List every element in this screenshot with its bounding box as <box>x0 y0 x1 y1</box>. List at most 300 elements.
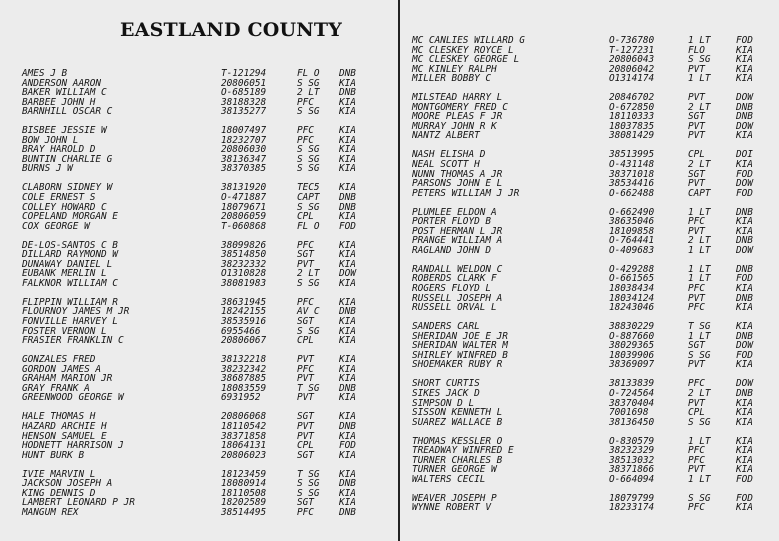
status-code: KIA <box>736 73 753 85</box>
status-code: DOW <box>736 340 753 352</box>
serial-number: 18243046 <box>609 302 655 314</box>
soldier-name: FALKNOR WILLIAM C <box>22 277 118 289</box>
soldier-name: TREADWAY WINFRED E <box>412 445 514 457</box>
soldier-name: COPELAND MORGAN E <box>22 211 118 223</box>
roster-row <box>412 189 774 199</box>
serial-number: 38133839 <box>609 378 655 390</box>
soldier-name: BURNS J W <box>22 163 73 175</box>
rank: PFC <box>688 502 705 514</box>
soldier-name: BAKER WILLIAM C <box>22 87 107 99</box>
serial-number: 38534416 <box>609 178 655 190</box>
rank: CAPT <box>297 192 320 204</box>
rank: PVT <box>688 92 705 104</box>
serial-number: 7001698 <box>609 407 649 419</box>
serial-number: 38370404 <box>609 397 655 409</box>
soldier-name: GRAY FRANK A <box>22 382 90 394</box>
status-code: KIA <box>736 44 753 56</box>
rank: PFC <box>688 216 705 228</box>
soldier-name: SIMPSON D L <box>412 397 475 409</box>
status-code: DNB <box>736 330 753 342</box>
status-code: DOW <box>736 120 753 132</box>
serial-number: O-431148 <box>609 159 655 171</box>
rank: SGT <box>297 316 314 328</box>
soldier-name: IVIE MARVIN L <box>22 468 96 480</box>
rank: PFC <box>297 296 314 308</box>
status-code: KIA <box>339 182 356 194</box>
status-code: DNB <box>339 382 356 394</box>
status-code: DNB <box>736 292 753 304</box>
serial-number: O-471887 <box>221 192 267 204</box>
rank: SGT <box>297 411 314 423</box>
status-code: KIA <box>736 225 753 237</box>
soldier-name: RANDALL WELDON C <box>412 263 503 275</box>
status-code: DNB <box>339 87 356 99</box>
status-code: DNB <box>339 192 356 204</box>
soldier-name: MOORE PLEAS F JR <box>412 111 503 123</box>
rank: PVT <box>297 373 314 385</box>
rank: 1 LT <box>688 435 711 447</box>
rank: T SG <box>297 382 320 394</box>
status-code: KIA <box>339 211 356 223</box>
serial-number: 18242155 <box>221 306 267 318</box>
soldier-name: ROGERS FLOYD L <box>412 283 492 295</box>
soldier-name: NASH ELISHA D <box>412 149 486 161</box>
rank: PFC <box>688 445 705 457</box>
soldier-name: PORTER FLOYD B <box>412 216 492 228</box>
status-code: FOD <box>736 35 753 46</box>
left-roster <box>22 69 394 527</box>
rank: PVT <box>297 392 314 404</box>
rank: PVT <box>297 430 314 442</box>
rank: SGT <box>688 168 705 180</box>
soldier-name: TURNER GEORGE W <box>412 464 497 476</box>
serial-number: O-661565 <box>609 273 655 285</box>
rank: 2 LT <box>688 387 711 399</box>
status-code: KIA <box>339 163 356 175</box>
serial-number: 38631945 <box>221 296 267 308</box>
rank: 1 LT <box>688 473 711 485</box>
soldier-name: WEAVER JOSEPH P <box>412 492 497 504</box>
status-code: KIA <box>339 411 356 423</box>
rank: PVT <box>688 63 705 75</box>
status-code: FOD <box>736 492 753 504</box>
roster-group <box>22 126 394 174</box>
serial-number: 18123459 <box>221 468 267 480</box>
roster-row <box>412 418 774 428</box>
serial-number: 38371866 <box>609 464 655 476</box>
serial-number: 18233174 <box>609 502 655 514</box>
roster-group <box>22 183 394 231</box>
soldier-name: GONZALES FRED <box>22 354 96 366</box>
serial-number: 18079671 <box>221 201 267 213</box>
rank: CAPT <box>688 187 711 199</box>
soldier-name: BARBEE JOHN H <box>22 96 96 108</box>
serial-number: 38514850 <box>221 249 267 261</box>
rank: S SG <box>297 77 320 89</box>
rank: PFC <box>297 96 314 108</box>
rank: CPL <box>688 149 705 161</box>
rank: CPL <box>688 407 705 419</box>
roster-group <box>22 241 394 289</box>
right-roster <box>412 36 774 522</box>
status-code: DNB <box>736 235 753 247</box>
soldier-name: PRANGE WILLIAM A <box>412 235 503 247</box>
rank: 2 LT <box>688 101 711 113</box>
serial-number: 18079799 <box>609 492 655 504</box>
rank: S SG <box>297 153 320 165</box>
status-code: KIA <box>736 321 753 333</box>
soldier-name: GORDON JAMES A <box>22 363 102 375</box>
rank: S SG <box>297 325 320 337</box>
rank: PFC <box>297 125 314 137</box>
rank: PVT <box>688 130 705 142</box>
status-code: DNB <box>736 101 753 113</box>
serial-number: O-409683 <box>609 244 655 256</box>
soldier-name: AMES J B <box>22 68 68 79</box>
rank: AV C <box>297 306 320 318</box>
rank: CPL <box>297 211 314 223</box>
serial-number: O-662488 <box>609 187 655 199</box>
soldier-name: BRAY HAROLD D <box>22 144 96 156</box>
rank: CPL <box>297 335 314 347</box>
soldier-name: ROBERDS CLARK F <box>412 273 497 285</box>
serial-number: 38099826 <box>221 239 267 251</box>
soldier-name: PARSONS JOHN E L <box>412 178 503 190</box>
roster-row <box>412 74 774 84</box>
serial-number: 18110508 <box>221 487 267 499</box>
status-code: KIA <box>339 106 356 118</box>
rank: T SG <box>297 468 320 480</box>
rank: S SG <box>297 478 320 490</box>
roster-group <box>22 298 394 346</box>
status-code: FOD <box>736 349 753 361</box>
serial-number: 38136450 <box>609 416 655 428</box>
status-code: KIA <box>339 468 356 480</box>
status-code: KIA <box>339 335 356 347</box>
status-code: KIA <box>339 96 356 108</box>
serial-number: 38687885 <box>221 373 267 385</box>
status-code: KIA <box>736 502 753 514</box>
serial-number: 38830229 <box>609 321 655 333</box>
status-code: DOW <box>736 378 753 390</box>
serial-number: 20806042 <box>609 63 655 75</box>
rank: 2 LT <box>688 235 711 247</box>
soldier-name: COLE ERNEST S <box>22 192 96 204</box>
rank: S SG <box>297 277 320 289</box>
soldier-name: MURRAY JOHN R K <box>412 120 497 132</box>
serial-number: 20806068 <box>221 411 267 423</box>
soldier-name: SHIRLEY WINFRED B <box>412 349 508 361</box>
status-code: DNB <box>339 506 356 518</box>
status-code: DNB <box>736 111 753 123</box>
status-code: DOW <box>736 178 753 190</box>
rank: CPL <box>297 440 314 452</box>
rank: 1 LT <box>688 244 711 256</box>
rank: S SG <box>688 349 711 361</box>
serial-number: 18064131 <box>221 440 267 452</box>
soldier-name: ANDERSON AARON <box>22 77 102 89</box>
status-code: KIA <box>736 445 753 457</box>
serial-number: 6955466 <box>221 325 261 337</box>
status-code: FOD <box>339 440 356 452</box>
status-code: DNB <box>339 478 356 490</box>
roster-group <box>22 69 394 117</box>
soldier-name: FLIPPIN WILLIAM R <box>22 296 118 308</box>
rank: PVT <box>688 225 705 237</box>
serial-number: O-662490 <box>609 206 655 218</box>
roster-group <box>22 412 394 460</box>
serial-number: 18202589 <box>221 497 267 509</box>
soldier-name: FOSTER VERNON L <box>22 325 107 337</box>
serial-number: 38232342 <box>221 363 267 375</box>
serial-number: 18083559 <box>221 382 267 394</box>
status-code: KIA <box>736 407 753 419</box>
serial-number: 38513032 <box>609 454 655 466</box>
soldier-name: CLABORN SIDNEY W <box>22 182 113 194</box>
rank: S SG <box>297 201 320 213</box>
soldier-name: HAZARD ARCHIE H <box>22 420 107 432</box>
rank: PFC <box>688 454 705 466</box>
rank: 1 LT <box>688 263 711 275</box>
rank: PVT <box>297 258 314 270</box>
rank: 2 LT <box>297 268 320 280</box>
roster-group <box>412 379 774 427</box>
serial-number: 20806067 <box>221 335 267 347</box>
roster-row <box>412 360 774 370</box>
rank: PVT <box>297 354 314 366</box>
serial-number: 38513995 <box>609 149 655 161</box>
rank: PVT <box>688 120 705 132</box>
status-code: KIA <box>736 359 753 371</box>
serial-number: 38131920 <box>221 182 267 194</box>
soldier-name: MANGUM REX <box>22 506 79 518</box>
status-code: DNB <box>736 206 753 218</box>
rank: SGT <box>297 497 314 509</box>
soldier-name: SHERIDAN JOE E JR <box>412 330 508 342</box>
serial-number: 38371858 <box>221 430 267 442</box>
rank: FL O <box>297 220 320 232</box>
status-code: KIA <box>736 216 753 228</box>
serial-number: 20806023 <box>221 449 267 461</box>
soldier-name: GREENWOOD GEORGE W <box>22 392 124 404</box>
status-code: KIA <box>736 63 753 75</box>
soldier-name: HUNT BURK B <box>22 449 85 461</box>
serial-number: 38232332 <box>221 258 267 270</box>
status-code: FOD <box>736 473 753 485</box>
soldier-name: BOW JOHN L <box>22 134 79 146</box>
soldier-name: WYNNE ROBERT V <box>412 502 492 514</box>
serial-number: 18034124 <box>609 292 655 304</box>
status-code: KIA <box>339 239 356 251</box>
rank: PFC <box>297 134 314 146</box>
rank: PVT <box>297 420 314 432</box>
status-code: FOD <box>736 187 753 199</box>
serial-number: O-736780 <box>609 35 655 46</box>
soldier-name: MC CANLIES WILLARD G <box>412 35 525 46</box>
status-code: DNB <box>339 68 356 79</box>
roster-row <box>22 451 394 461</box>
serial-number: O-685189 <box>221 87 267 99</box>
soldier-name: HODNETT HARRISON J <box>22 440 124 452</box>
status-code: DOW <box>736 92 753 104</box>
soldier-name: MC CLESKEY ROYCE L <box>412 44 514 56</box>
serial-number: 38369097 <box>609 359 655 371</box>
rank: T SG <box>688 321 711 333</box>
rank: 1 LT <box>688 330 711 342</box>
serial-number: 20806043 <box>609 54 655 66</box>
soldier-name: THOMAS KESSLER O <box>412 435 503 447</box>
soldier-name: HALE THOMAS H <box>22 411 96 423</box>
serial-number: O1310828 <box>221 268 267 280</box>
status-code: KIA <box>339 487 356 499</box>
soldier-name: LAMBERT LEONARD P JR <box>22 497 135 509</box>
status-code: KIA <box>339 363 356 375</box>
soldier-name: PETERS WILLIAM J JR <box>412 187 520 199</box>
serial-number: 38535916 <box>221 316 267 328</box>
rank: SGT <box>688 340 705 352</box>
soldier-name: SHERIDAN WALTER M <box>412 340 508 352</box>
soldier-name: FRASIER FRANKLIN C <box>22 335 124 347</box>
status-code: KIA <box>339 277 356 289</box>
serial-number: 38371018 <box>609 168 655 180</box>
roster-group <box>412 494 774 513</box>
rank: S SG <box>688 416 711 428</box>
status-code: KIA <box>339 497 356 509</box>
serial-number: O1314174 <box>609 73 655 85</box>
status-code: KIA <box>339 449 356 461</box>
soldier-name: MC CLESKEY GEORGE L <box>412 54 520 66</box>
column-divider <box>398 0 400 541</box>
status-code: KIA <box>736 54 753 66</box>
soldier-name: SHOEMAKER RUBY R <box>412 359 503 371</box>
status-code: KIA <box>736 454 753 466</box>
serial-number: 38370385 <box>221 163 267 175</box>
status-code: KIA <box>736 464 753 476</box>
roster-group <box>412 36 774 84</box>
serial-number: 18038434 <box>609 283 655 295</box>
serial-number: 38514495 <box>221 506 267 518</box>
roster-group <box>412 437 774 485</box>
roster-row <box>22 279 394 289</box>
soldier-name: RUSSELL JOSEPH A <box>412 292 503 304</box>
soldier-name: RUSSELL ORVAL L <box>412 302 497 314</box>
serial-number: 18110333 <box>609 111 655 123</box>
serial-number: 38135277 <box>221 106 267 118</box>
status-code: DNB <box>736 387 753 399</box>
soldier-name: HENSON SAMUEL E <box>22 430 107 442</box>
status-code: KIA <box>339 134 356 146</box>
serial-number: 20846702 <box>609 92 655 104</box>
status-code: FOD <box>736 168 753 180</box>
soldier-name: EUBANK MERLIN L <box>22 268 107 280</box>
status-code: KIA <box>736 283 753 295</box>
soldier-name: BISBEE JESSIE W <box>22 125 107 137</box>
rank: FL O <box>297 68 320 79</box>
soldier-name: BUNTIN CHARLIE G <box>22 153 113 165</box>
serial-number: 18080914 <box>221 478 267 490</box>
serial-number: O-724564 <box>609 387 655 399</box>
rank: S SG <box>688 492 711 504</box>
status-code: DOI <box>736 149 753 161</box>
rank: 1 LT <box>688 73 711 85</box>
rank: PFC <box>297 363 314 375</box>
serial-number: 18110542 <box>221 420 267 432</box>
serial-number: 18039906 <box>609 349 655 361</box>
status-code: DOW <box>736 244 753 256</box>
status-code: KIA <box>339 373 356 385</box>
soldier-name: PLUMLEE ELDON A <box>412 206 497 218</box>
roster-row <box>22 164 394 174</box>
roster-row <box>22 222 394 232</box>
roster-row <box>22 508 394 518</box>
soldier-name: SIKES JACK D <box>412 387 480 399</box>
soldier-name: WALTERS CECIL <box>412 473 486 485</box>
status-code: KIA <box>339 125 356 137</box>
status-code: KIA <box>736 435 753 447</box>
rank: TEC5 <box>297 182 320 194</box>
roster-group <box>22 355 394 403</box>
soldier-name: TURNER CHARLES B <box>412 454 503 466</box>
rank: 1 LT <box>688 206 711 218</box>
serial-number: 6931952 <box>221 392 261 404</box>
serial-number: O-429288 <box>609 263 655 275</box>
status-code: KIA <box>736 416 753 428</box>
status-code: KIA <box>339 325 356 337</box>
soldier-name: SHORT CURTIS <box>412 378 480 390</box>
rank: FLO <box>688 44 705 56</box>
soldier-name: DE-LOS-SANTOS C B <box>22 239 118 251</box>
soldier-name: BARNHILL OSCAR C <box>22 106 113 118</box>
soldier-name: DUNAWAY DANIEL L <box>22 258 113 270</box>
status-code: KIA <box>339 153 356 165</box>
status-code: KIA <box>339 249 356 261</box>
rank: S SG <box>688 54 711 66</box>
soldier-name: NEAL SCOTT H <box>412 159 480 171</box>
serial-number: 20806051 <box>221 77 267 89</box>
serial-number: T-060868 <box>221 220 267 232</box>
serial-number: O-672850 <box>609 101 655 113</box>
serial-number: 38081983 <box>221 277 267 289</box>
soldier-name: NUNN THOMAS A JR <box>412 168 503 180</box>
rank: SGT <box>297 449 314 461</box>
serial-number: 18109858 <box>609 225 655 237</box>
serial-number: 18007497 <box>221 125 267 137</box>
rank: PVT <box>688 292 705 304</box>
serial-number: 20806059 <box>221 211 267 223</box>
rank: PVT <box>688 178 705 190</box>
status-code: DNB <box>339 420 356 432</box>
soldier-name: MC KINLEY RALPH <box>412 63 497 75</box>
rank: PFC <box>297 506 314 518</box>
status-code: KIA <box>736 159 753 171</box>
status-code: KIA <box>339 316 356 328</box>
soldier-name: COLLEY HOWARD C <box>22 201 107 213</box>
roster-row <box>412 246 774 256</box>
roster-row <box>22 393 394 403</box>
roster-row <box>412 131 774 141</box>
rank: PFC <box>297 239 314 251</box>
soldier-name: MILLER BOBBY C <box>412 73 492 85</box>
soldier-name: FONVILLE HARVEY L <box>22 316 118 328</box>
rank: PFC <box>688 302 705 314</box>
page-title: EASTLAND COUNTY <box>120 19 342 41</box>
serial-number: O-887660 <box>609 330 655 342</box>
soldier-name: GRAHAM MARION JR <box>22 373 113 385</box>
roster-group <box>412 208 774 256</box>
rank: 2 LT <box>297 87 320 99</box>
status-code: KIA <box>339 430 356 442</box>
status-code: KIA <box>736 302 753 314</box>
